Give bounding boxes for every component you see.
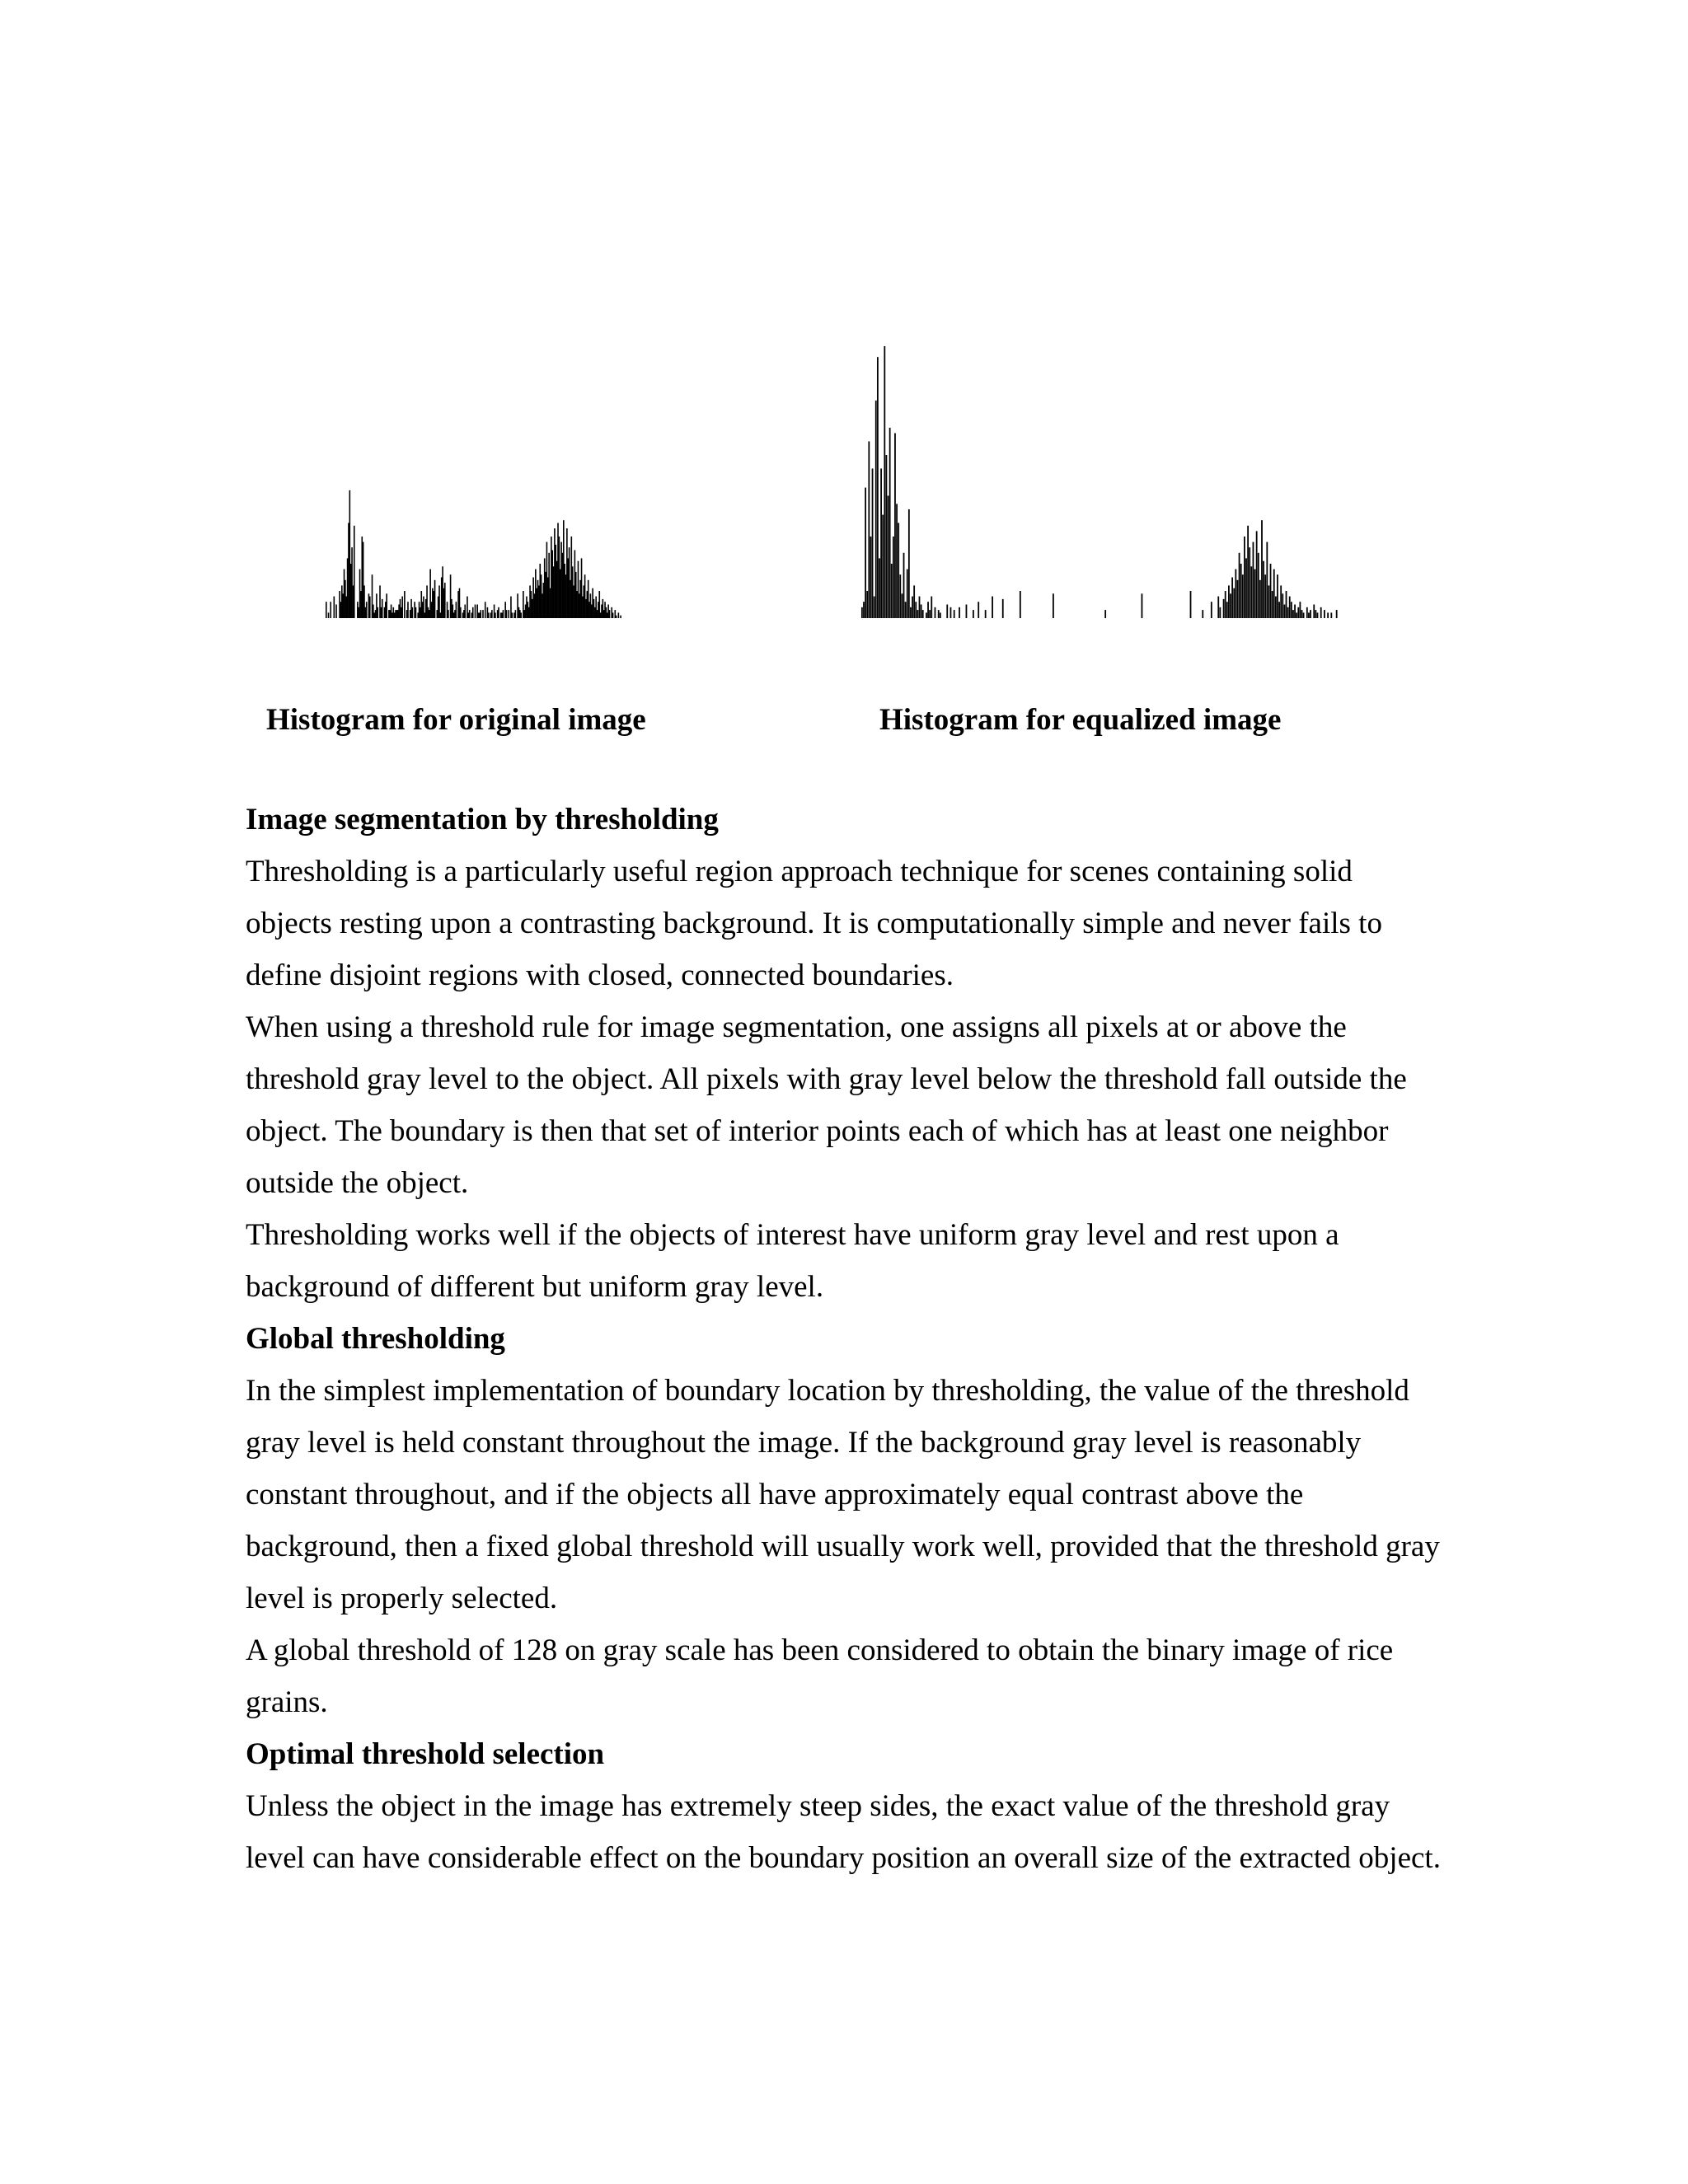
histogram-original-bar-140: [482, 610, 484, 618]
histogram-equalized-bar-32: [917, 610, 918, 618]
section-heading-optimal: Optimal threshold selection: [246, 1737, 605, 1771]
paragraph-threshold-rule: When using a threshold rule for image segmentation, one assigns all pixels at or above the threshold gray level to the object. All pixels with gray level below the threshold fall outside the object. The boundary is then that set of interior points each of which has at least one neighbor outside the object.: [246, 1010, 1407, 1200]
histogram-equalized-bar-20: [896, 504, 898, 618]
histogram-equalized-bar-250: [1296, 612, 1297, 618]
histogram-original-bar-18: [345, 597, 347, 618]
histogram-equalized-bar-249: [1294, 605, 1296, 619]
histogram-equalized-bar-161: [1142, 593, 1143, 618]
histogram-equalized-bar-28: [910, 607, 912, 618]
histogram-original-bar-190: [538, 585, 540, 618]
histogram-equalized-bar-18: [893, 537, 894, 618]
histogram-equalized-bar-234: [1268, 585, 1270, 618]
histogram-original-bar-220: [572, 566, 574, 618]
section-heading-segmentation: Image segmentation by thresholding: [246, 803, 719, 837]
histogram-equalized-bar-34: [921, 605, 922, 619]
histogram-equalized-bar-12: [882, 515, 884, 618]
histogram-equalized-bar-7: [874, 597, 875, 618]
histogram-equalized-bar-45: [940, 612, 941, 618]
histogram-original-bar-79: [414, 602, 415, 618]
histogram-original-bar-77: [412, 607, 414, 618]
histogram-original-bar-46: [377, 607, 378, 618]
histogram-original-bar-4: [330, 602, 331, 618]
histogram-original-bar-36: [366, 602, 368, 618]
paragraph-thresholding-intro: Thresholding is a particularly useful region approach technique for scenes containing solid objects resting upon a contrasting background. It is computationally simple and never fails to define disjoint regions with closed, connected boundaries.: [246, 855, 1382, 992]
histogram-original-bar-114: [453, 612, 455, 618]
histogram-equalized-bar-209: [1225, 591, 1226, 618]
histogram-equalized-bar-15: [888, 496, 889, 619]
histogram-equalized-bar-273: [1336, 610, 1338, 618]
histogram-original-bar-253: [609, 610, 611, 618]
histogram-equalized-bar-64: [973, 610, 974, 618]
histogram-original-bar-138: [480, 610, 481, 618]
histogram-equalized-bar-30: [913, 585, 915, 618]
histogram-equalized-bar-213: [1231, 578, 1233, 619]
histogram-original-bar-97: [434, 580, 436, 618]
histogram-original-bar-109: [448, 610, 449, 618]
histogram-original-bar-0: [326, 602, 327, 618]
histogram-equalized-bar-226: [1254, 569, 1256, 618]
paragraph-global-128: A global threshold of 128 on gray scale has been considered to obtain the binary image of rice grains.: [246, 1633, 1394, 1719]
histogram-equalized-bar-206: [1219, 607, 1221, 618]
histogram-equalized-bar-253: [1301, 610, 1303, 618]
histogram-equalized-bar-53: [954, 610, 955, 618]
histogram-equalized-bar-208: [1223, 599, 1225, 618]
histogram-equalized-bar-218: [1240, 564, 1242, 618]
histogram-equalized-bar-71: [985, 610, 987, 618]
histogram-equalized-bar-49: [946, 605, 948, 619]
histogram-equalized-bar-19: [894, 434, 896, 618]
histogram-equalized-bar-2: [865, 488, 866, 618]
histogram-equalized-bar-239: [1277, 574, 1278, 618]
histogram-equalized-bar-216: [1237, 580, 1239, 618]
histogram-equalized-bar-244: [1286, 591, 1287, 618]
histogram-equalized-bar-201: [1211, 602, 1212, 618]
histogram-equalized-bar-268: [1327, 612, 1329, 618]
histogram-equalized-bar-91: [1020, 591, 1021, 618]
histogram-equalized-bar-110: [1053, 593, 1054, 618]
histogram-equalized-bar-33: [919, 597, 921, 618]
histogram-equalized-bar-25: [905, 602, 907, 618]
histogram-equalized-bar-67: [978, 602, 979, 618]
histogram-equalized-bar-254: [1303, 612, 1305, 618]
histogram-equalized-bar-221: [1245, 558, 1247, 618]
section-heading-global: Global thresholding: [246, 1322, 505, 1356]
histogram-equalized-bar-264: [1320, 607, 1322, 618]
histogram-equalized-bar-81: [1002, 599, 1004, 618]
histogram-original-bar-243: [598, 602, 599, 618]
histogram-original-bar-174: [520, 612, 522, 618]
histogram-equalized-bar-9: [877, 357, 879, 618]
histogram-equalized-bar-21: [898, 523, 899, 619]
histogram-equalized-bar-40: [931, 597, 932, 618]
histogram-equalized-caption: Histogram for equalized image: [879, 703, 1282, 737]
paragraph-optimal-selection: Unless the object in the image has extremely steep sides, the exact value of the threshold gray level can have considerable effect on the boundary position an overall size of the extracted object.: [246, 1789, 1441, 1875]
histogram-original-bar-124: [464, 605, 466, 619]
histogram-original-bar-133: [475, 605, 476, 619]
histogram-equalized-bar-229: [1259, 580, 1261, 618]
histogram-equalized-bar-242: [1282, 593, 1283, 618]
histogram-equalized-bar-235: [1270, 564, 1272, 618]
histogram-original-bar-80: [415, 607, 417, 618]
histogram-original-bar-68: [401, 597, 403, 618]
histogram-original-bar-90: [426, 585, 428, 618]
histogram-equalized-bar-217: [1239, 553, 1240, 618]
histogram-original-bar-39: [369, 597, 371, 618]
document-body: [246, 794, 1441, 1884]
histogram-equalized-bar-3: [866, 591, 868, 618]
histogram-equalized-bar-241: [1280, 585, 1282, 618]
histogram-equalized-bar-228: [1258, 553, 1259, 618]
histogram-equalized-bar-237: [1273, 569, 1275, 618]
histogram-original-bar-120: [460, 607, 462, 618]
histogram-equalized-bar-31: [915, 602, 917, 618]
histogram-equalized-bar-196: [1202, 610, 1203, 618]
histogram-original-bar-158: [503, 610, 504, 618]
histogram-original-bar-41: [372, 574, 373, 618]
histogram-equalized-bar-10: [879, 558, 880, 618]
histogram-original-bar-259: [616, 616, 617, 618]
histogram-equalized-bar-261: [1315, 610, 1316, 618]
histogram-original-caption: Histogram for original image: [266, 703, 646, 737]
histogram-equalized-bar-219: [1242, 574, 1244, 618]
histogram-equalized-bar-243: [1284, 605, 1286, 619]
histogram-original-bar-154: [498, 607, 499, 618]
histogram-original-bar-54: [386, 593, 387, 618]
histogram-equalized-bar-256: [1306, 607, 1308, 618]
histogram-original-bar-250: [606, 607, 607, 618]
histogram-original-bar-163: [508, 610, 509, 618]
histogram-equalized-bar-231: [1263, 561, 1264, 618]
histogram-equalized-chart: [861, 346, 1339, 618]
histogram-original-bar-25: [354, 526, 355, 618]
histogram-equalized-bar-189: [1190, 591, 1192, 618]
histogram-original-bar-9: [335, 605, 337, 619]
histogram-equalized-bar-22: [899, 574, 901, 618]
histogram-equalized-bar-140: [1104, 610, 1106, 618]
histogram-equalized-bar-16: [889, 428, 891, 618]
histogram-original-bar-116: [456, 602, 457, 618]
histogram-equalized-bar-75: [992, 597, 993, 618]
histogram-equalized-bar-222: [1247, 526, 1249, 618]
histogram-equalized-bar-270: [1330, 612, 1332, 618]
histogram-original-bar-70: [404, 591, 406, 618]
histogram-equalized-bar-215: [1235, 569, 1236, 618]
paragraph-global-implementation: In the simplest implementation of boundary location by thresholding, the value of the threshold gray level is held constant throughout the image. If the background gray level is reasonably constant throughout, and if the objects all have approximately equal contrast above the background, then a fixed global threshold will usually work well, provided that the threshold gray level is properly selected.: [246, 1374, 1440, 1615]
histogram-equalized-bar-227: [1256, 531, 1258, 618]
histogram-original-bar-205: [555, 545, 556, 618]
histogram-equalized-bar-257: [1308, 612, 1310, 618]
histogram-equalized-bar-35: [922, 610, 924, 618]
histogram-equalized-bar-240: [1278, 602, 1280, 618]
histogram-original-bar-128: [469, 610, 471, 618]
histogram-equalized-bar-210: [1226, 602, 1228, 618]
histogram-equalized-bar-6: [872, 469, 874, 619]
histogram-equalized-bar-211: [1228, 585, 1230, 618]
histogram-equalized-bar-1: [863, 602, 865, 618]
histogram-equalized-bar-44: [938, 610, 940, 618]
histogram-equalized-bar-236: [1272, 591, 1273, 618]
histogram-original-bar-213: [564, 564, 565, 618]
histogram-original-bar-169: [515, 610, 517, 618]
histogram-equalized-bar-248: [1292, 610, 1294, 618]
histogram-equalized-bar-246: [1289, 597, 1291, 618]
histogram-original-bar-256: [612, 612, 614, 618]
histogram-equalized-bar-24: [903, 553, 905, 618]
histogram-original-bar-91: [428, 607, 429, 618]
histogram-original-bar-136: [478, 612, 480, 618]
histogram-original-bar-145: [488, 612, 490, 618]
paragraph-uniform-gray: Thresholding works well if the objects of interest have uniform gray level and rest upon a background of different but uniform gray level.: [246, 1218, 1339, 1304]
histogram-original-chart: [326, 346, 622, 618]
histogram-equalized-bar-238: [1275, 597, 1277, 618]
histogram-original-bar-197: [546, 542, 548, 618]
histogram-equalized-bar-232: [1264, 574, 1266, 618]
histogram-equalized-bar-37: [926, 612, 927, 618]
histogram-equalized-bar-225: [1253, 542, 1254, 618]
histogram-equalized-bar-262: [1317, 612, 1319, 618]
histogram-original-bar-131: [472, 607, 474, 618]
histogram-equalized-bar-245: [1287, 607, 1289, 618]
histogram-equalized-bar-251: [1297, 607, 1299, 618]
histogram-equalized-bar-214: [1233, 588, 1235, 618]
histogram-equalized-bar-224: [1250, 566, 1252, 618]
histogram-equalized-bar-23: [902, 593, 903, 618]
histogram-equalized-bar-247: [1291, 602, 1292, 618]
histogram-original-bar-258: [614, 610, 616, 618]
histogram-equalized-bar-39: [929, 610, 931, 618]
histogram-original-bar-161: [506, 610, 508, 618]
histogram-equalized-bar-4: [868, 442, 870, 619]
histogram-equalized-bar-5: [870, 537, 872, 618]
histogram-equalized-bar-42: [935, 607, 936, 618]
histogram-equalized-bar-38: [927, 602, 929, 618]
histogram-equalized-bar-223: [1249, 547, 1250, 618]
histogram-original-bar-20: [348, 523, 349, 619]
histogram-original-bar-263: [620, 616, 621, 618]
histogram-equalized-bar-266: [1324, 610, 1325, 618]
histogram-equalized-bar-29: [912, 597, 913, 618]
histogram-equalized-bar-56: [959, 607, 960, 618]
histogram-equalized-bar-14: [886, 455, 888, 618]
histogram-original-bar-151: [495, 612, 496, 618]
histogram-equalized-bar-8: [875, 401, 877, 618]
histogram-equalized-bar-258: [1310, 610, 1311, 618]
histogram-original-bar-106: [444, 583, 446, 618]
histogram-original-bar-2: [328, 612, 330, 618]
histogram-equalized-bar-0: [861, 607, 863, 618]
histogram-equalized-bar-220: [1244, 537, 1245, 618]
histogram-equalized-bar-60: [966, 605, 968, 619]
histogram-original-bar-144: [487, 607, 489, 618]
histogram-equalized-bar-212: [1230, 593, 1231, 618]
histogram-original-bar-261: [618, 612, 620, 618]
histogram-original-bar-142: [485, 602, 486, 618]
histogram-equalized-bar-26: [907, 569, 908, 618]
histogram-original-bar-50: [382, 599, 383, 618]
histogram-equalized-bar-27: [908, 509, 910, 618]
histogram-original-bar-73: [407, 602, 409, 618]
histogram-equalized-bar-260: [1313, 605, 1315, 619]
histogram-original-bar-148: [491, 610, 493, 618]
histogram-equalized-bar-205: [1217, 597, 1219, 618]
histogram-equalized-bar-51: [950, 607, 952, 618]
histogram-original-bar-166: [512, 612, 513, 618]
histogram-original-bar-7: [334, 597, 335, 618]
histogram-equalized-bar-230: [1261, 520, 1263, 618]
histogram-equalized-bar-252: [1299, 602, 1301, 618]
histogram-original-bar-60: [393, 607, 395, 618]
histogram-equalized-bar-13: [884, 346, 885, 618]
histogram-equalized-bar-233: [1266, 542, 1268, 618]
histogram-equalized-bar-11: [880, 469, 882, 619]
histogram-original-bar-87: [423, 597, 424, 618]
histogram-equalized-bar-17: [891, 564, 893, 618]
